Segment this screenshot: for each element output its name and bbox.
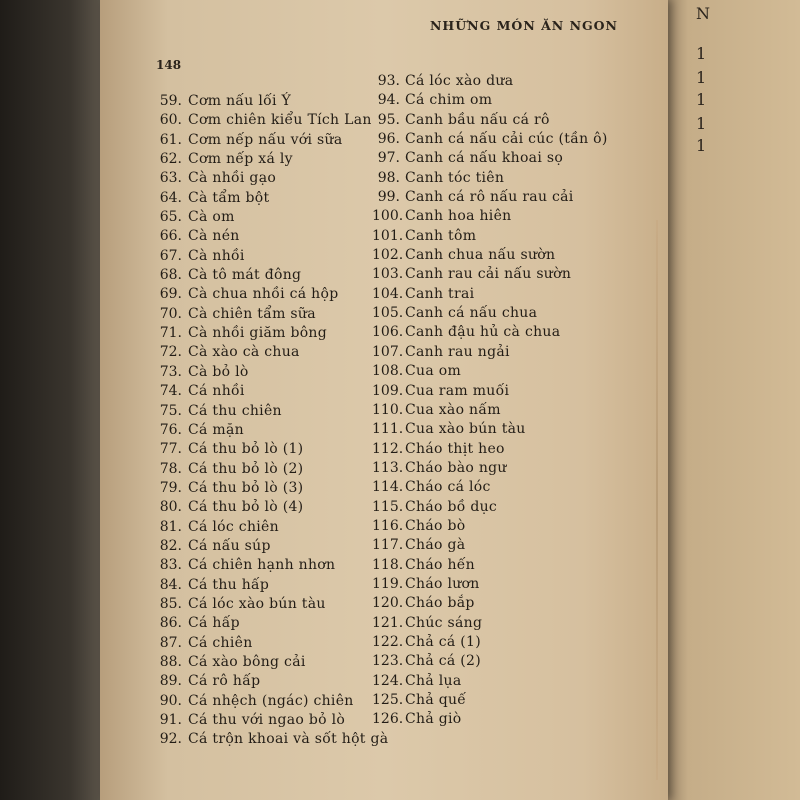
recipe-number: 68. xyxy=(159,267,182,284)
recipe-number: 64. xyxy=(159,189,182,206)
recipe-number: 99. xyxy=(377,189,400,206)
recipe-entry xyxy=(372,594,662,613)
recipe-entry xyxy=(372,401,662,420)
recipe-title: Cháo bắp xyxy=(405,595,475,612)
recipe-number: 85. xyxy=(159,595,182,612)
recipe-number: 87. xyxy=(159,634,182,651)
recipe-entry xyxy=(372,246,662,265)
recipe-title: Cua om xyxy=(405,363,462,380)
recipe-title: Cá chiên xyxy=(188,634,253,651)
facing-page-glyph: 1 xyxy=(696,68,707,87)
recipe-number: 82. xyxy=(159,537,182,554)
recipe-number: 123. xyxy=(372,653,404,670)
recipe-title: Cà chiên tẩm sữa xyxy=(188,305,316,322)
recipe-title: Cơm nếp xá ly xyxy=(188,151,293,168)
recipe-number: 62. xyxy=(159,151,182,168)
recipe-number: 88. xyxy=(159,653,182,670)
recipe-title: Cà xào cà chua xyxy=(188,344,300,361)
recipe-number: 107. xyxy=(372,343,404,360)
recipe-number: 121. xyxy=(372,614,404,631)
recipe-number: 106. xyxy=(372,324,404,341)
recipe-title: Canh cá nấu cải cúc (tần ô) xyxy=(405,131,608,148)
recipe-title: Cua ram muối xyxy=(405,382,510,399)
recipe-number: 89. xyxy=(159,673,182,690)
recipe-number: 116. xyxy=(372,517,404,534)
recipe-number: 120. xyxy=(372,595,404,612)
recipe-title: Canh cá nấu khoai sọ xyxy=(405,150,564,167)
recipe-title: Cua xào bún tàu xyxy=(405,421,526,438)
recipe-title: Chả quế xyxy=(405,692,467,708)
recipe-number: 126. xyxy=(372,711,404,728)
recipe-title: Cá lóc chiên xyxy=(188,518,279,535)
recipe-entry xyxy=(372,91,662,110)
recipe-number: 91. xyxy=(159,712,182,728)
recipe-number: 103. xyxy=(372,266,404,283)
recipe-number: 94. xyxy=(377,92,400,109)
recipe-title: Cá thu bỏ lò (4) xyxy=(188,499,304,516)
recipe-entry xyxy=(372,130,662,149)
recipe-title: Canh cá rô nấu rau cải xyxy=(405,189,574,206)
recipe-number: 63. xyxy=(159,170,182,187)
recipe-number: 111. xyxy=(372,421,404,438)
recipe-title: Cháo bò xyxy=(405,517,466,534)
recipe-title: Cá lóc xào dưa xyxy=(405,73,514,89)
recipe-number: 78. xyxy=(159,460,182,477)
running-header: NHỮNG MÓN ĂN NGON xyxy=(430,18,618,33)
recipe-number: 79. xyxy=(159,479,182,496)
recipe-number: 115. xyxy=(372,498,404,515)
recipe-entry xyxy=(372,72,662,91)
recipe-number: 76. xyxy=(159,421,182,438)
recipe-entry xyxy=(372,710,662,729)
recipe-entry xyxy=(372,188,662,207)
recipe-number: 83. xyxy=(159,557,182,574)
recipe-number: 90. xyxy=(159,692,182,709)
recipe-title: Chả cá (1) xyxy=(405,633,481,650)
recipe-title: Cơm nếp nấu với sữa xyxy=(188,131,343,148)
recipe-title: Cơm nấu lối Ý xyxy=(188,93,292,109)
recipe-entry xyxy=(372,362,662,381)
facing-page-glyph: N xyxy=(696,4,710,23)
recipe-number: 105. xyxy=(372,305,404,322)
recipe-entry xyxy=(372,556,662,575)
recipe-title: Cá lóc xào bún tàu xyxy=(188,595,326,612)
recipe-number: 67. xyxy=(159,247,182,264)
recipe-title: Cá thu bỏ lò (2) xyxy=(188,460,304,477)
facing-page-glyph: 1 xyxy=(696,114,707,133)
recipe-title: Cà tẩm bột xyxy=(188,189,270,206)
recipe-title: Cháo cá lóc xyxy=(405,479,491,496)
recipe-title: Cà bỏ lò xyxy=(188,363,249,380)
recipe-entry xyxy=(372,517,662,536)
recipe-number: 114. xyxy=(372,479,404,496)
recipe-entry xyxy=(372,343,662,362)
recipe-title: Cháo lươn xyxy=(405,575,480,592)
recipe-number: 122. xyxy=(372,633,404,650)
recipe-number: 97. xyxy=(377,150,400,167)
recipe-title: Chúc sáng xyxy=(405,614,483,631)
recipe-title: Cháo bào ngư xyxy=(405,459,507,476)
recipe-entry xyxy=(372,498,662,517)
recipe-number: 93. xyxy=(377,73,400,89)
recipe-entry xyxy=(372,227,662,246)
recipe-title: Cá hấp xyxy=(188,615,240,632)
recipe-number: 110. xyxy=(372,401,404,418)
recipe-number: 101. xyxy=(372,227,404,244)
recipe-number: 117. xyxy=(372,537,404,554)
facing-page-glyph: 1 xyxy=(696,90,707,109)
recipe-entry xyxy=(372,672,662,691)
recipe-number: 118. xyxy=(372,556,404,573)
recipe-title: Cá nhồi xyxy=(188,383,245,400)
recipe-title: Canh đậu hủ cà chua xyxy=(405,324,561,341)
recipe-number: 71. xyxy=(159,325,182,342)
recipe-title: Canh rau cải nấu sườn xyxy=(405,266,572,283)
recipe-title: Cá mặn xyxy=(188,421,244,438)
recipe-number: 92. xyxy=(159,731,182,748)
recipe-title: Canh tóc tiên xyxy=(405,169,505,186)
recipe-number: 77. xyxy=(159,441,182,458)
recipe-number: 109. xyxy=(372,382,404,399)
recipe-title: Canh tôm xyxy=(405,227,477,244)
recipe-number: 95. xyxy=(377,111,400,128)
recipe-number: 80. xyxy=(159,499,182,516)
recipe-number: 75. xyxy=(159,402,182,419)
recipe-entry xyxy=(372,652,662,671)
recipe-number: 59. xyxy=(159,93,182,109)
recipe-number: 65. xyxy=(159,209,182,226)
recipe-title: Cá thu bỏ lò (3) xyxy=(188,479,304,496)
recipe-number: 74. xyxy=(159,383,182,400)
recipe-entry xyxy=(372,614,662,633)
recipe-number: 125. xyxy=(372,692,404,708)
recipe-title: Cơm chiên kiểu Tích Lan xyxy=(188,112,372,129)
recipe-title: Cá thu hấp xyxy=(188,576,270,593)
recipe-entry xyxy=(372,111,662,130)
recipe-entry xyxy=(372,265,662,284)
recipe-title: Cháo thịt heo xyxy=(405,440,505,457)
recipe-title: Chả cá (2) xyxy=(405,653,481,670)
recipe-title: Cà chua nhồi cá hộp xyxy=(188,286,339,303)
recipe-title: Chả lụa xyxy=(405,672,462,689)
recipe-title: Cháo hến xyxy=(405,556,476,573)
recipe-title: Cá xào bông cải xyxy=(188,653,306,670)
recipe-entry xyxy=(372,304,662,323)
recipe-entry xyxy=(372,478,662,497)
facing-page-glyph: 1 xyxy=(696,136,707,155)
recipe-title: Cá thu bỏ lò (1) xyxy=(188,441,304,458)
recipe-title: Canh bầu nấu cá rô xyxy=(405,111,550,128)
recipe-entry xyxy=(372,536,662,555)
recipe-entry xyxy=(372,440,662,459)
recipe-entry xyxy=(372,459,662,478)
recipe-entry xyxy=(372,420,662,439)
recipe-number: 60. xyxy=(159,112,182,129)
recipe-list-right xyxy=(372,72,662,730)
recipe-entry xyxy=(372,323,662,342)
facing-page-edge xyxy=(660,0,800,800)
recipe-number: 102. xyxy=(372,247,404,264)
recipe-number: 72. xyxy=(159,344,182,361)
recipe-entry xyxy=(372,149,662,168)
recipe-number: 69. xyxy=(159,286,182,303)
recipe-title: Cà tô mát đông xyxy=(188,267,302,284)
recipe-number: 96. xyxy=(377,131,400,148)
recipe-number: 61. xyxy=(159,131,182,148)
recipe-title: Cà nén xyxy=(188,228,240,245)
recipe-title: Canh rau ngải xyxy=(405,343,510,360)
recipe-entry xyxy=(372,691,662,710)
recipe-title: Cá thu chiên xyxy=(188,402,282,419)
recipe-title: Cá trộn khoai và sốt hột gà xyxy=(188,731,389,748)
recipe-entry xyxy=(372,169,662,188)
recipe-entry xyxy=(372,285,662,304)
recipe-title: Cá rô hấp xyxy=(188,673,261,690)
recipe-entry xyxy=(372,633,662,652)
recipe-title: Cua xào nấm xyxy=(405,401,501,418)
recipe-title: Cá chim om xyxy=(405,92,493,109)
recipe-number: 73. xyxy=(159,363,182,380)
book-binding-shadow xyxy=(0,0,100,800)
recipe-entry xyxy=(372,575,662,594)
recipe-number: 86. xyxy=(159,615,182,632)
recipe-title: Canh hoa hiên xyxy=(405,208,512,225)
recipe-number: 119. xyxy=(372,575,404,592)
recipe-title: Chả giò xyxy=(405,711,462,728)
recipe-entry xyxy=(372,382,662,401)
recipe-number: 66. xyxy=(159,228,182,245)
recipe-number: 98. xyxy=(377,169,400,186)
recipe-number: 81. xyxy=(159,518,182,535)
recipe-number: 113. xyxy=(372,459,404,476)
facing-page-glyph: 1 xyxy=(696,44,707,63)
recipe-title: Canh chua nấu sườn xyxy=(405,247,556,264)
recipe-title: Cá nấu súp xyxy=(188,537,271,554)
recipe-title: Cháo gà xyxy=(405,537,466,554)
book-page xyxy=(100,0,668,800)
recipe-title: Cá chiên hạnh nhơn xyxy=(188,557,336,574)
recipe-title: Canh cá nấu chua xyxy=(405,305,538,322)
recipe-entry xyxy=(372,207,662,226)
recipe-title: Cà nhồi xyxy=(188,247,245,264)
page-number: 148 xyxy=(156,58,182,72)
recipe-number: 108. xyxy=(372,363,404,380)
recipe-title: Cá nhệch (ngác) chiên xyxy=(188,692,354,709)
recipe-title: Cá thu với ngao bỏ lò xyxy=(188,712,346,728)
recipe-number: 124. xyxy=(372,672,404,689)
recipe-title: Cà nhồi giăm bông xyxy=(188,325,328,342)
recipe-entry xyxy=(156,730,416,749)
recipe-title: Canh trai xyxy=(405,285,475,302)
recipe-title: Cà om xyxy=(188,209,235,226)
recipe-title: Cà nhồi gạo xyxy=(188,170,277,187)
recipe-title: Cháo bồ dục xyxy=(405,498,498,515)
recipe-number: 84. xyxy=(159,576,182,593)
recipe-number: 104. xyxy=(372,285,404,302)
recipe-number: 112. xyxy=(372,440,404,457)
recipe-number: 100. xyxy=(372,208,404,225)
recipe-number: 70. xyxy=(159,305,182,322)
